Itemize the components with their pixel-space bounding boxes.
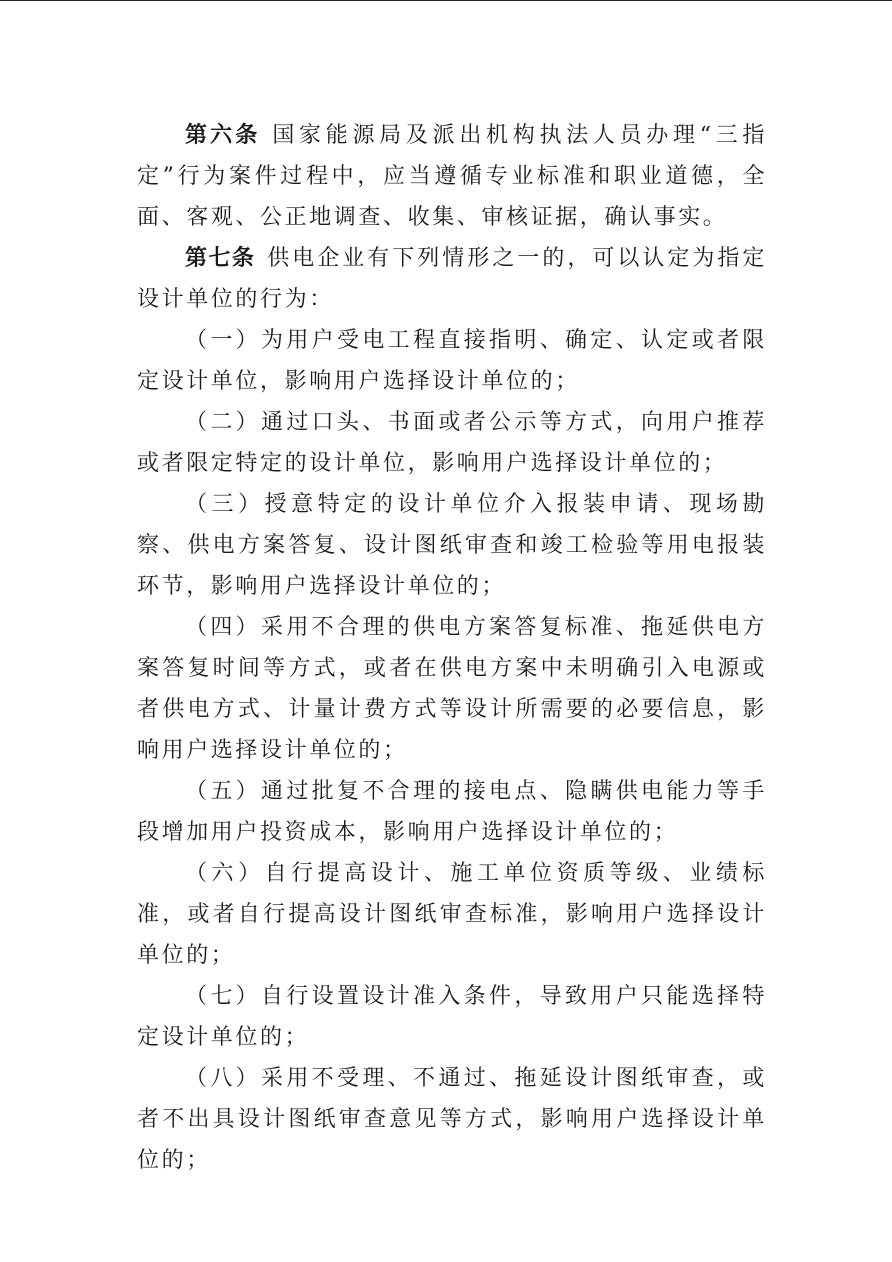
article-7-heading: 第七条 bbox=[185, 245, 256, 271]
article-6-text: 国家能源局及派出机构执法人员办理“三指定”行为案件过程中，应当遵循专业标准和职业道德，全面、客观、公正地调查、收集、审核证据，确认事实。 bbox=[137, 123, 767, 230]
list-item: （四）采用不合理的供电方案答复标准、拖延供电方案答复时间等方式，或者在供电方案中未明确引入电源或者供电方式、计量计费方式等设计所需要的必要信息，影响用户选择设计单位的； bbox=[137, 615, 767, 763]
list-item: （三）授意特定的设计单位介入报装申请、现场勘察、供电方案答复、设计图纸审查和竣工检验等用电报装环节，影响用户选择设计单位的； bbox=[137, 492, 767, 599]
list-item: （七）自行设置设计准入条件，导致用户只能选择特定设计单位的； bbox=[137, 984, 767, 1050]
list-item: （八）采用不受理、不通过、拖延设计图纸审查，或者不出具设计图纸审查意见等方式，影响用户选择设计单位的； bbox=[137, 1066, 767, 1173]
list-item: （六）自行提高设计、施工单位资质等级、业绩标准，或者自行提高设计图纸审查标准，影响用户选择设计单位的； bbox=[137, 861, 767, 968]
list-item: （二）通过口头、书面或者公示等方式，向用户推荐或者限定特定的设计单位，影响用户选择设计单位的； bbox=[137, 410, 767, 476]
article-7-text: 供电企业有下列情形之一的，可以认定为指定设计单位的行为： bbox=[137, 246, 767, 312]
document-body bbox=[137, 115, 767, 1181]
article-6 bbox=[137, 115, 767, 238]
article-6-heading: 第六条 bbox=[185, 122, 261, 148]
list-item: （一）为用户受电工程直接指明、确定、认定或者限定设计单位，影响用户选择设计单位的； bbox=[137, 328, 767, 394]
article-7 bbox=[137, 238, 767, 320]
list-item: （五）通过批复不合理的接电点、隐瞒供电能力等手段增加用户投资成本，影响用户选择设计单位的； bbox=[137, 779, 767, 845]
